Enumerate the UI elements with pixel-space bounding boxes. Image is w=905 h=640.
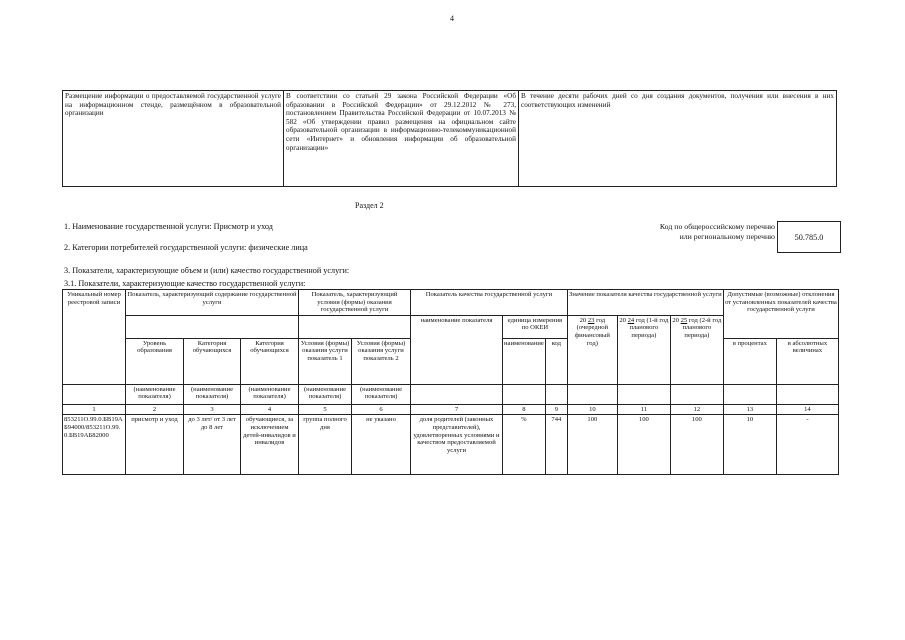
col-num: 1	[63, 404, 126, 415]
col-num: 11	[617, 404, 670, 415]
blank-cell	[670, 384, 723, 404]
cell-condition-2: не указано	[352, 415, 411, 475]
header-unit: единица измерения по ОКЕИ	[503, 315, 568, 338]
header-deviations: Допустимые (возможные) отклонения от установленных показателей качества государственной услуги	[723, 290, 838, 339]
blank-cell	[503, 384, 546, 404]
blank-cell	[723, 384, 776, 404]
col-num: 3	[184, 404, 241, 415]
service-name: 1. Наименование государственной услуги: Присмотр и уход	[64, 222, 273, 231]
col-num: 9	[545, 404, 567, 415]
col-num: 13	[723, 404, 776, 415]
cell-content: присмотр и уход	[126, 415, 184, 475]
blank-cell	[545, 384, 567, 404]
blank-cell	[617, 384, 670, 404]
blank-cell	[63, 384, 126, 404]
ind-name-2: (наименование показателя)	[184, 384, 241, 404]
top-info-table	[62, 90, 837, 187]
header-absolute: в абсолютных величинах	[776, 338, 838, 384]
page-number: 4	[450, 14, 454, 23]
header-unit-code: код	[545, 338, 567, 384]
cell-dev-abs: -	[776, 415, 838, 475]
col-num: 4	[241, 404, 299, 415]
cell-unit: %	[503, 415, 546, 475]
quality-table	[62, 289, 839, 475]
cell-value-3: 100	[670, 415, 723, 475]
cell-age: до 3 лет/ от 3 лет до 8 лет	[184, 415, 241, 475]
section-title: Раздел 2	[355, 201, 384, 210]
header-values: Значение показателя качества государственной услуги	[567, 290, 723, 316]
cell-code: 744	[545, 415, 567, 475]
content-spacer	[126, 315, 299, 338]
col-num: 14	[776, 404, 838, 415]
code-label: Код по общероссийскому перечню или региональному перечню	[659, 222, 775, 241]
update-frequency-cell: В течение десяти рабочих дней со дня создания документов, получения или внесения в них соответствующих изменений	[519, 91, 837, 187]
col-num: 8	[503, 404, 546, 415]
header-c4: Условия (формы) оказания услуги показатель 1	[299, 338, 352, 384]
header-content: Показатель, характеризующий содержание государственной услуги	[126, 290, 299, 316]
header-unit-name: наименование	[503, 338, 546, 384]
col-num: 6	[352, 404, 411, 415]
ind-name-3: (наименование показателя)	[241, 384, 299, 404]
cell-value-1: 100	[567, 415, 617, 475]
col-num: 7	[411, 404, 503, 415]
info-placement-cell: Размещение информации о предоставляемой государственной услуге на информационном стенде, размещённом в образовательной организации	[63, 91, 284, 187]
header-c5: Условия (формы) оказания услуги показатель 2	[352, 338, 411, 384]
cell-value-2: 100	[617, 415, 670, 475]
blank-cell	[567, 384, 617, 404]
conditions-spacer	[299, 315, 411, 338]
code-value: 50.785.0	[794, 232, 824, 242]
header-registry: Уникальный номер реестровой записи	[63, 290, 126, 385]
blank-cell	[776, 384, 838, 404]
table-row	[63, 415, 839, 475]
header-year-1: 20 23 год (очередной финансовый год)	[567, 315, 617, 384]
header-year-2: 20 24 год (1-й год планового периода)	[617, 315, 670, 384]
consumer-categories: 2. Категории потребителей государственной услуги: физические лица	[64, 243, 308, 252]
cell-condition-1: группа полного дня	[299, 415, 352, 475]
registry-number: 853211О.99.0.БВ19АБ94000/853211О.99.0.БВ19АБ82000	[63, 415, 126, 475]
quality-indicators-heading: 3.1. Показатели, характеризующие качество государственной услуги:	[64, 279, 306, 288]
indicators-heading: 3. Показатели, характеризующие объем и (или) качество государственной услуги:	[64, 266, 350, 275]
col-num: 10	[567, 404, 617, 415]
ind-name-5: (наименование показателя)	[352, 384, 411, 404]
col-num: 2	[126, 404, 184, 415]
col-num: 5	[299, 404, 352, 415]
cell-category: обучающиеся, за исключением детей-инвалидов и инвалидов	[241, 415, 299, 475]
legal-basis-cell: В соответствии со статьей 29 закона Российской Федерации «Об образовании в Российской Федерации» от 29.12.2012 № 273, постановлением Правительства Российской Федерации от 10.07.2013 № 582 «Об утверждении правил размещения на официальном сайте образовательной организации в информационно-телекоммуникационной сети «Интернет» и обновления информации об образовательной организации»	[284, 91, 519, 187]
column-numbers-row	[63, 404, 839, 415]
header-conditions: Показатель, характеризующий условия (формы) оказания государственной услуги	[299, 290, 411, 316]
code-value-box	[777, 221, 841, 253]
header-indicator-name: наименование показателя	[411, 315, 503, 384]
header-quality: Показатель качества государственной услуги	[411, 290, 568, 316]
header-c2: Категория обучающихся	[184, 338, 241, 384]
cell-indicator: доля родителей (законных представителей), удовлетворенных условиями и качеством предоставляемой услуги	[411, 415, 503, 475]
header-percent: в процентах	[723, 338, 776, 384]
ind-name-4: (наименование показателя)	[299, 384, 352, 404]
col-num: 12	[670, 404, 723, 415]
blank-cell	[411, 384, 503, 404]
header-year-3: 20 25 год (2-й год планового периода)	[670, 315, 723, 384]
cell-dev-pct: 10	[723, 415, 776, 475]
header-c3: Категория обучающихся	[241, 338, 299, 384]
ind-name-1: (наименование показателя)	[126, 384, 184, 404]
header-c1: Уровень образования	[126, 338, 184, 384]
